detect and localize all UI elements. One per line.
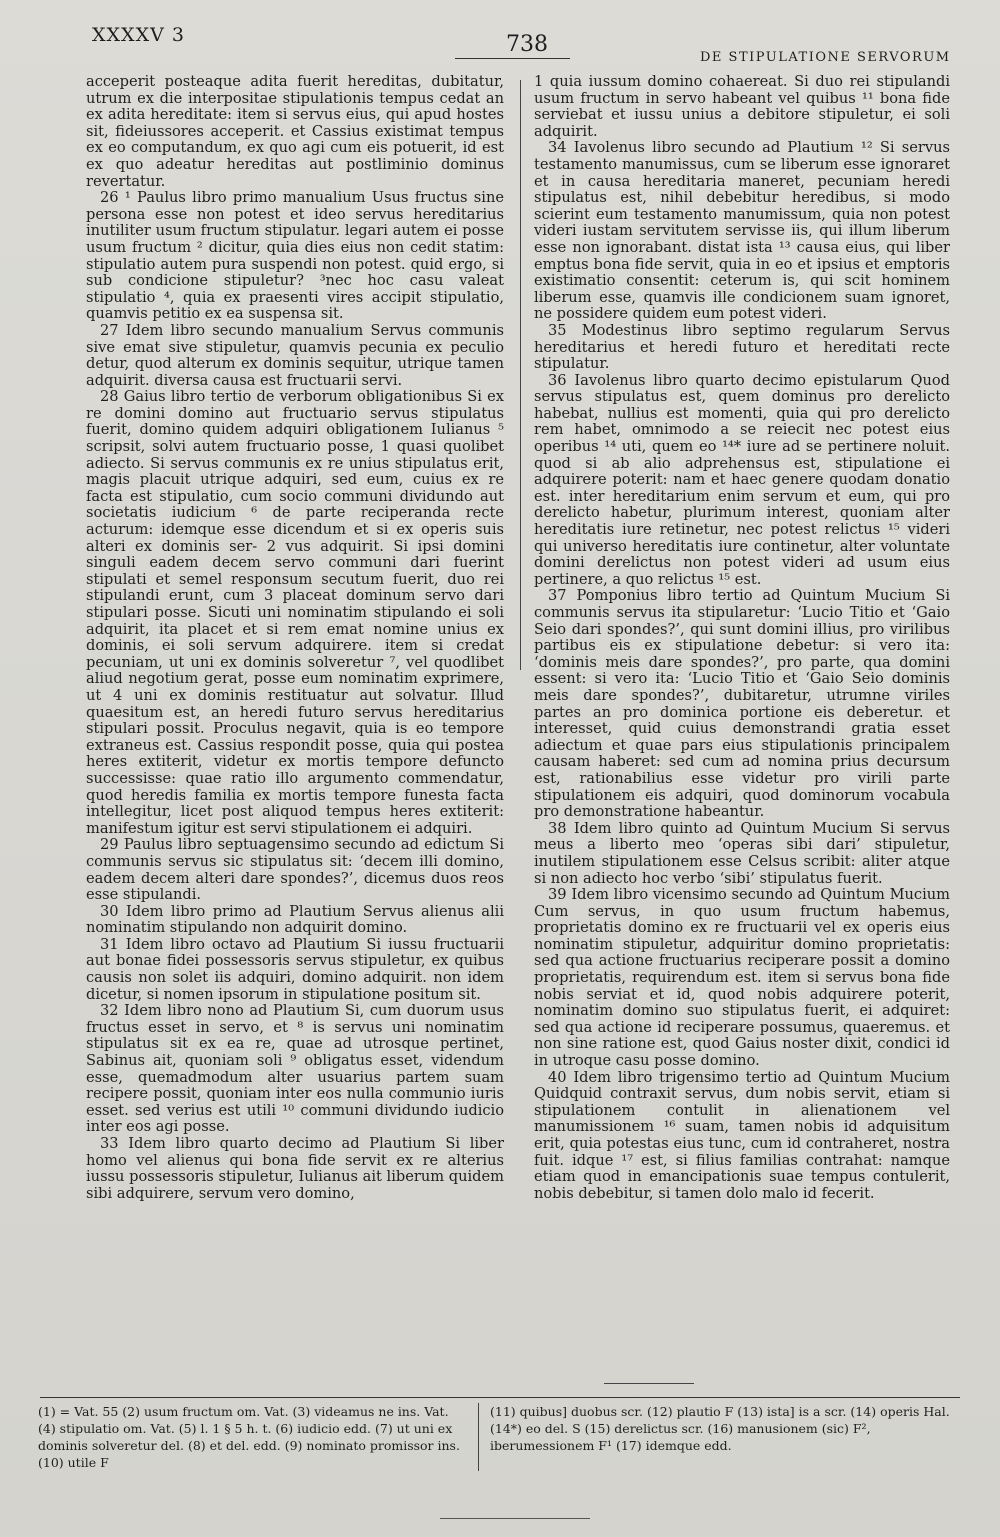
paragraph: 31 Idem libro octavo ad Plautium Si iussu fructuarii aut bonae fidei possessoris servus stipuletur, ex quibus causis non solet iis adquiri, domino adquirit. non idem dicetur, si nomen ipsorum in stipulatione positum sit. (86, 935, 504, 1003)
paragraph: 38 Idem libro quinto ad Quintum Mucium Si servus meus a liberto meo ‘operas sibi dari’ stipuletur, inutilem stipulationem esse Celsus scribit: aliter atque si non adiecto hoc verbo ‘sibi’ stipulatus fuerit. (534, 819, 950, 887)
paragraph: 33 Idem libro quarto decimo ad Plautium Si liber homo vel alienus qui bona fide servit ex re alterius iussu possessoris stipuletur, Iulianus ait liberum quidem sibi adquirere, servum vero domino, (86, 1135, 504, 1202)
header-rule (455, 58, 570, 59)
paragraph: 34 Iavolenus libro secundo ad Plautium ¹² Si servus testamento manumissus, cum se liberum esse ignoraret et in causa hereditaria maneret, pecuniam heredi stipulatus est, nihil debebitur heredibus, si modo scierint eum testamento manumissum, quia non potest videri iustam servitutem servisse iis, qui illum liberum esse non ignorabant. distat ista ¹³ causa eius, qui liber emptus bona fide servit, quia in eo et ipsius et emptoris existimatio consentit: ceterum is, qui scit hominem liberum esse, quamvis ille condicionem suam ignoret, ne possidere quidem eum potest videri. (534, 139, 950, 323)
paragraph: acceperit posteaque adita fuerit hereditas, dubitatur, utrum ex die interpositae stipulationis tempus cedat an ex adita hereditate: item si servus eius, qui apud hostes sit, fideiussores acceperit. et Cassius existimat tempus ex eo computandum, ex quo agi cum eis potuerit, id est ex quo adeatur hereditas aut postliminio dominus revertatur. (86, 73, 504, 190)
bottom-rule (440, 1518, 590, 1519)
footnotes-right: (11) quibus] duobus scr. (12) plautio F (13) ista] is a scr. (14) operis Hal. (14*) eo del. S (15) derelictus scr. (16) manusionem (sic) F², iberumessionem F¹ (17) idemque edd. (490, 1404, 950, 1453)
volume-label: XXXXV 3 (92, 24, 185, 46)
paragraph: 36 Iavolenus libro quarto decimo epistularum Quod servus stipulatus est, quem dominus pro derelicto habebat, nullius est momenti, quia qui pro derelicto rem habet, omnimodo a se reiecit nec potest eius operibus ¹⁴ uti, quem eo ¹⁴* iure ad se pertinere noluit. quod si ab alio adprehensus est, stipulatione ei adquirere poterit: nam et haec genere quodam donatio est. inter hereditarium enim servum et eum, qui pro derelicto habetur, plurimum interest, quoniam alter hereditatis iure retinetur, nec potest relictus ¹⁵ videri qui universo hereditatis iure continetur, alter voluntate domini derelictus non potest videri ad usum eius pertinere, a quo relictus ¹⁵ est. (534, 371, 950, 588)
end-rule (604, 1383, 694, 1384)
paragraph: 28 Gaius libro tertio de verborum obligationibus Si ex re domini domino aut fructuario servus stipulatus fuerit, domino quidem adquiri obligationem Iulianus ⁵ scripsit, solvi autem fructuario posse, 1 quasi quolibet adiecto. Si servus communis ex re unius stipulatus erit, magis placuit utrique adquiri, sed eum, cuius ex re facta est stipulatio, cum socio communi dividundo aut societatis iudicium ⁶ de parte reciperanda recte acturum: idemque esse dicendum et si ex operis suis alteri ex dominis ser- 2 vus adquirit. Si ipsi domini singuli eadem decem servo communi dari fuerint stipulati et semel responsum secutum fuerit, duo rei stipulandi erunt, cum 3 placeat dominum servo dari stipulari posse. Sicuti uni nominatim stipulando ei soli adquirit, ita placet et si rem emat nomine unius ex dominis, ei soli servum adquirere. item si credat pecuniam, ut uni ex dominis solveretur ⁷, vel quodlibet aliud negotium gerat, posse eum nominatim exprimere, ut 4 uni ex dominis restituatur aut solvatur. Illud quaesitum est, an heredi futuro servus hereditarius stipulari possit. Proculus negavit, quia is eo tempore extraneus est. Cassius respondit posse, quia qui postea heres extiterit, videtur ex mortis tempore defuncto successisse: quae ratio illo argumento commendatur, quod heredis familia ex mortis tempore funesta facta intellegitur, licet post aliquod tempus heres extiterit: manifestum igitur est servi stipulationem ei adquiri. (86, 388, 504, 837)
paragraph: 29 Paulus libro septuagensimo secundo ad edictum Si communis servus sic stipulatus sit: ‘decem illi domino, eadem decem alteri dare spondes?’, dicemus duos reos esse stipulandi. (86, 836, 504, 904)
paragraph: 40 Idem libro trigensimo tertio ad Quintum Mucium Quidquid contraxit servus, dum nobis servit, etiam si stipulationem contulit in alienationem vel manumissionem ¹⁶ suam, tamen nobis id adquisitum erit, quia potestas eius tunc, cum id contraheret, nostra fuit. idque ¹⁷ est, si filius familias contrahat: namque etiam quod in emancipationis suae tempus contulerit, nobis debebitur, si tamen dolo malo id fecerit. (534, 1068, 950, 1202)
column-divider (520, 80, 521, 670)
running-title: DE STIPULATIONE SERVORUM (700, 50, 951, 65)
page-header (0, 0, 1000, 70)
right-column (534, 74, 950, 1202)
paragraph: 27 Idem libro secundo manualium Servus communis sive emat sive stipuletur, quamvis pecunia ex peculio detur, quod alterum ex dominis sequitur, utrique tamen adquirit. diversa causa est fructuarii servi. (86, 321, 504, 389)
page-number: 738 (506, 32, 548, 57)
footnote-rule (40, 1397, 960, 1398)
footnote-divider (478, 1403, 479, 1471)
paragraph: 32 Idem libro nono ad Plautium Si, cum duorum usus fructus esset in servo, et ⁸ is servus uni nominatim stipulatus sit ex ea re, quae ad utrosque pertinet, Sabinus ait, quoniam soli ⁹ obligatus esset, videndum esse, quemadmodum alter usuarius partem suam recipere possit, quoniam inter eos nulla communio iuris esset. sed verius est utili ¹⁰ communi dividundo iudicio inter eos agi posse. (86, 1002, 504, 1136)
paragraph: 30 Idem libro primo ad Plautium Servus alienus alii nominatim stipulando non adquirit domino. (86, 902, 504, 937)
left-column (86, 74, 504, 1202)
paragraph: 26 ¹ Paulus libro primo manualium Usus fructus sine persona esse non potest et ideo servus hereditarius inutiliter usum fructum stipulatur. legari autem ei posse usum fructum ² dicitur, quia dies eius non cedit statim: stipulatio autem pura suspendi non potest. quid ergo, si sub condicione stipuletur? ³nec hoc casu valeat stipulatio ⁴, quia ex praesenti vires accipit stipulatio, quamvis petitio ex ea suspensa sit. (86, 189, 504, 323)
paragraph: 1 quia iussum domino cohaereat. Si duo rei stipulandi usum fructum in servo habeant vel quibus ¹¹ bona fide serviebat et iussu unius a debitore stipuletur, ei soli adquirit. (534, 73, 950, 140)
paragraph: 37 Pomponius libro tertio ad Quintum Mucium Si communis servus ita stipularetur: ‘Lucio Titio et ‘Gaio Seio dari spondes?’, qui sunt domini illius, pro virilibus partibus eis ex stipulatione debetur: si vero ita: ‘dominis meis dare spondes?’, pro parte, qua domini essent: si vero ita: ‘Lucio Titio et ‘Gaio Seio dominis meis dare spondes?’, dubitaretur, utrumne viriles partes an pro dominica portione eis deberetur. et interesset, quid cuius demonstrandi gratia esset adiectum et quae pars eius stipulationis principalem causam haberet: sed cum ad nomina prius decursum est, rationabilius esse videtur pro virili parte stipulationem eis adquiri, quod dominorum vocabula pro demonstratione habeantur. (534, 587, 950, 821)
paragraph: 39 Idem libro vicensimo secundo ad Quintum Mucium Cum servus, in quo usum fructum habemus, proprietatis domino ex re fructuarii vel ex operis eius nominatim stipuletur, adquiritur domino proprietatis: sed qua actione fructuarius reciperare possit a domino proprietatis, requirendum est. item si servus bona fide nobis serviat et id, quod nobis adquirere poterit, nominatim domino suo stipulatus fuerit, ei adquiret: sed qua actione id reciperare possumus, quaeremus. et non sine ratione est, quod Gaius noster dixit, condici id in utroque casu posse domino. (534, 886, 950, 1070)
paragraph: 35 Modestinus libro septimo regularum Servus hereditarius et heredi futuro et hereditati recte stipulatur. (534, 321, 950, 373)
footnotes-left: (1) = Vat. 55 (2) usum fructum om. Vat. (3) videamus ne ins. Vat. (4) stipulatio om. Vat. (5) l. 1 § 5 h. t. (6) iudicio edd. (7) ut uni ex dominis solveretur del. (8) et del. edd. (9) nominato promissor ins. (10) utile F (38, 1404, 460, 1470)
